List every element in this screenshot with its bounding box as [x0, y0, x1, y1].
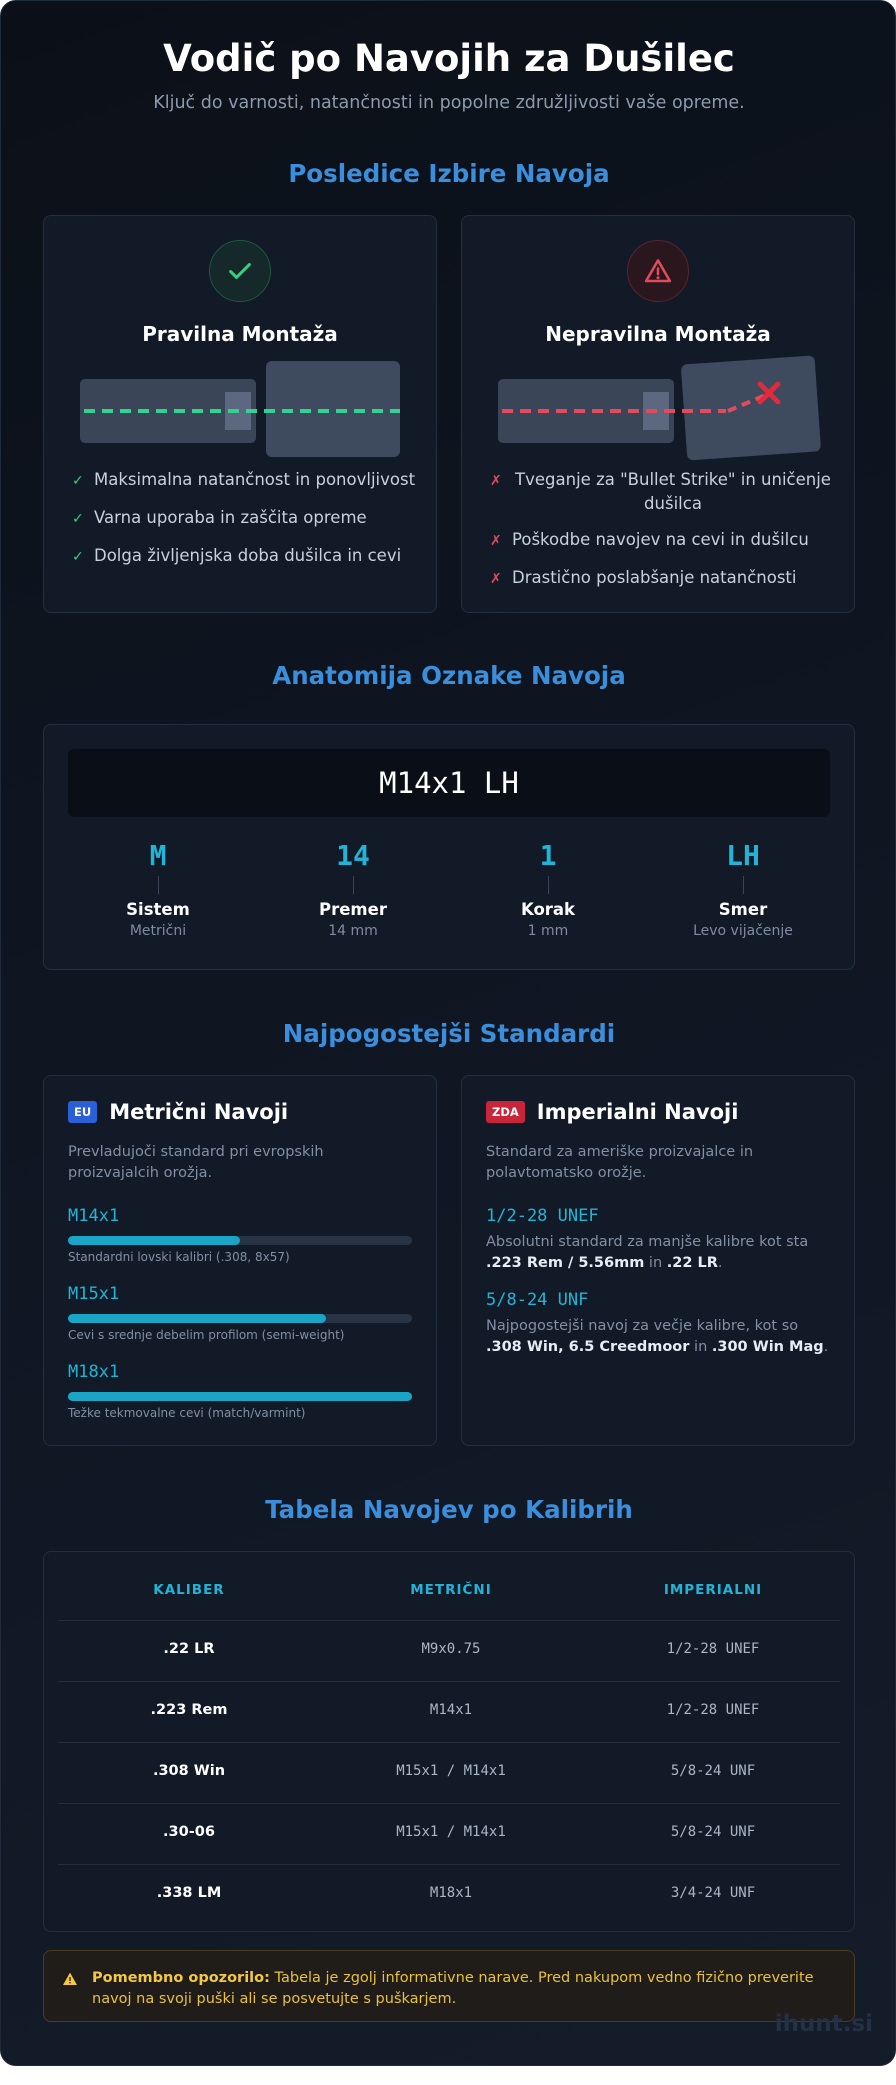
thread-share-bar	[68, 1314, 412, 1323]
part-symbol: LH	[726, 839, 760, 872]
row-divider	[58, 1803, 840, 1804]
thread-anatomy-card	[43, 724, 855, 970]
thread-name: 5/8-24 UNF	[486, 1290, 589, 1310]
thread-share-bar	[68, 1392, 412, 1401]
part-description: Levo vijačenje	[693, 923, 793, 939]
anatomy-part-direction	[646, 839, 840, 939]
bar-fill	[68, 1236, 240, 1245]
anatomy-part-diameter	[256, 839, 450, 939]
incorrect-mount-card	[461, 215, 855, 613]
part-name: Premer	[319, 900, 387, 919]
cell-imperial: 5/8-24 UNF	[670, 1824, 756, 1840]
warning-icon	[62, 1971, 78, 1991]
cell-metric: M18x1	[429, 1885, 473, 1901]
list-item: ✓ Maksimalna natančnost in ponovljivost	[72, 468, 416, 494]
connector-line	[353, 876, 354, 894]
bar-fill	[68, 1314, 326, 1323]
thread-name: 1/2-28 UNEF	[486, 1206, 599, 1226]
thread-share-bar	[68, 1236, 412, 1245]
thread-code-display: M14x1 LH	[68, 749, 830, 817]
part-symbol: 1	[539, 839, 557, 872]
page-subtitle: Ključ do varnosti, natančnosti in popolne združljivosti vaše opreme.	[153, 93, 745, 113]
cell-metric: M9x0.75	[421, 1641, 481, 1657]
thread-name: M15x1	[68, 1284, 120, 1304]
correct-mount-card	[43, 215, 437, 613]
part-name: Sistem	[126, 900, 190, 919]
cross-mark-icon: ✗	[490, 533, 502, 549]
cell-metric: M15x1 / M14x1	[396, 1824, 506, 1840]
caliber-thread-table	[43, 1551, 855, 1932]
page-title: Vodič po Navojih za Dušilec	[163, 37, 735, 80]
check-mark-icon: ✓	[72, 549, 84, 565]
misaligned-suppressor-illustration	[498, 354, 824, 466]
section-title-table: Tabela Navojev po Kalibrih	[265, 1495, 633, 1524]
thread-description: Absolutni standard za manjše kalibre kot sta .223 Rem / 5.56mm in .22 LR.	[486, 1234, 809, 1271]
row-divider	[58, 1681, 840, 1682]
part-description: 14 mm	[328, 923, 378, 939]
bar-fill	[68, 1392, 412, 1401]
cell-metric: M14x1	[429, 1702, 473, 1718]
imperial-threads-title: Imperialni Navoji	[536, 1100, 739, 1124]
cell-imperial: 5/8-24 UNF	[670, 1763, 756, 1779]
warning-text: Pomembno opozorilo: Tabela je zgolj informativne narave. Pred nakupom vedno fizično preverite navoj na svoji puški ali se posvetujte s puškarjem.	[92, 1970, 814, 2007]
cross-mark-icon: ✗	[490, 571, 502, 587]
cell-caliber: .338 LM	[156, 1885, 222, 1901]
anatomy-part-pitch	[451, 839, 645, 939]
incorrect-mount-title: Nepravilna Montaža	[545, 322, 771, 346]
correct-mount-benefits	[72, 468, 416, 582]
part-description: Metrični	[129, 923, 187, 939]
cell-imperial: 1/2-28 UNEF	[666, 1641, 760, 1657]
column-header-imperial: IMPERIALNI	[663, 1582, 763, 1598]
part-description: 1 mm	[527, 923, 569, 939]
aligned-suppressor-illustration	[80, 361, 404, 463]
section-title-anatomy: Anatomija Oznake Navoja	[272, 661, 626, 690]
metric-threads-title: Metrični Navoji	[109, 1100, 289, 1124]
row-divider	[58, 1620, 840, 1621]
cell-caliber: .308 Win	[152, 1763, 226, 1779]
cell-caliber: .223 Rem	[150, 1702, 228, 1718]
section-title-standards: Najpogostejši Standardi	[282, 1019, 616, 1048]
eu-flag-badge: EU	[68, 1101, 97, 1123]
row-divider	[58, 1864, 840, 1865]
connector-line	[743, 876, 744, 894]
check-icon	[209, 240, 271, 302]
important-warning	[43, 1950, 855, 2022]
check-mark-icon: ✓	[72, 511, 84, 527]
correct-mount-title: Pravilna Montaža	[142, 322, 338, 346]
list-item: ✗ Poškodbe navojev na cevi in dušilcu	[490, 528, 834, 554]
row-divider	[58, 1742, 840, 1743]
part-name: Smer	[718, 900, 768, 919]
warning-triangle-icon	[627, 240, 689, 302]
part-symbol: M	[149, 839, 167, 872]
list-item: ✓ Varna uporaba in zaščita opreme	[72, 506, 416, 532]
anatomy-part-system	[61, 839, 255, 939]
imperial-threads-card	[461, 1075, 855, 1446]
thread-caption: Cevi s srednje debelim profilom (semi-weight)	[68, 1328, 345, 1342]
imperial-threads-description: Standard za ameriške proizvajalce in polavtomatsko orožje.	[486, 1144, 754, 1181]
cell-imperial: 1/2-28 UNEF	[666, 1702, 760, 1718]
cell-caliber: .30-06	[163, 1824, 215, 1840]
cell-imperial: 3/4-24 UNF	[670, 1885, 756, 1901]
cell-metric: M15x1 / M14x1	[396, 1763, 506, 1779]
metric-threads-description: Prevladujoči standard pri evropskih proizvajalcih orožja.	[68, 1144, 324, 1181]
column-header-caliber: KALIBER	[153, 1582, 225, 1598]
watermark-logo: ihunt.si	[774, 2011, 873, 2037]
list-item: ✓ Dolga življenjska doba dušilca in cevi	[72, 544, 416, 570]
cell-caliber: .22 LR	[163, 1641, 215, 1657]
connector-line	[548, 876, 549, 894]
part-name: Korak	[520, 900, 576, 919]
thread-caption: Težke tekmovalne cevi (match/varmint)	[68, 1406, 306, 1420]
thread-name: M18x1	[68, 1362, 120, 1382]
metric-threads-card	[43, 1075, 437, 1446]
check-mark-icon: ✓	[72, 473, 84, 489]
list-item: ✗ Tveganje za "Bullet Strike" in uničenje dušilca	[490, 468, 834, 516]
column-header-metric: METRIČNI	[410, 1582, 492, 1598]
incorrect-mount-risks	[490, 468, 834, 604]
cross-mark-icon: ✗	[490, 473, 502, 489]
connector-line	[158, 876, 159, 894]
list-item: ✗ Drastično poslabšanje natančnosti	[490, 566, 834, 592]
part-symbol: 14	[336, 839, 370, 872]
section-title-consequences: Posledice Izbire Navoja	[288, 159, 610, 188]
thread-description: Najpogostejši navoj za večje kalibre, kot so .308 Win, 6.5 Creedmoor in .300 Win Mag.	[486, 1318, 829, 1355]
us-flag-badge: ZDA	[486, 1101, 525, 1123]
thread-caption: Standardni lovski kalibri (.308, 8x57)	[68, 1250, 290, 1264]
thread-name: M14x1	[68, 1206, 120, 1226]
